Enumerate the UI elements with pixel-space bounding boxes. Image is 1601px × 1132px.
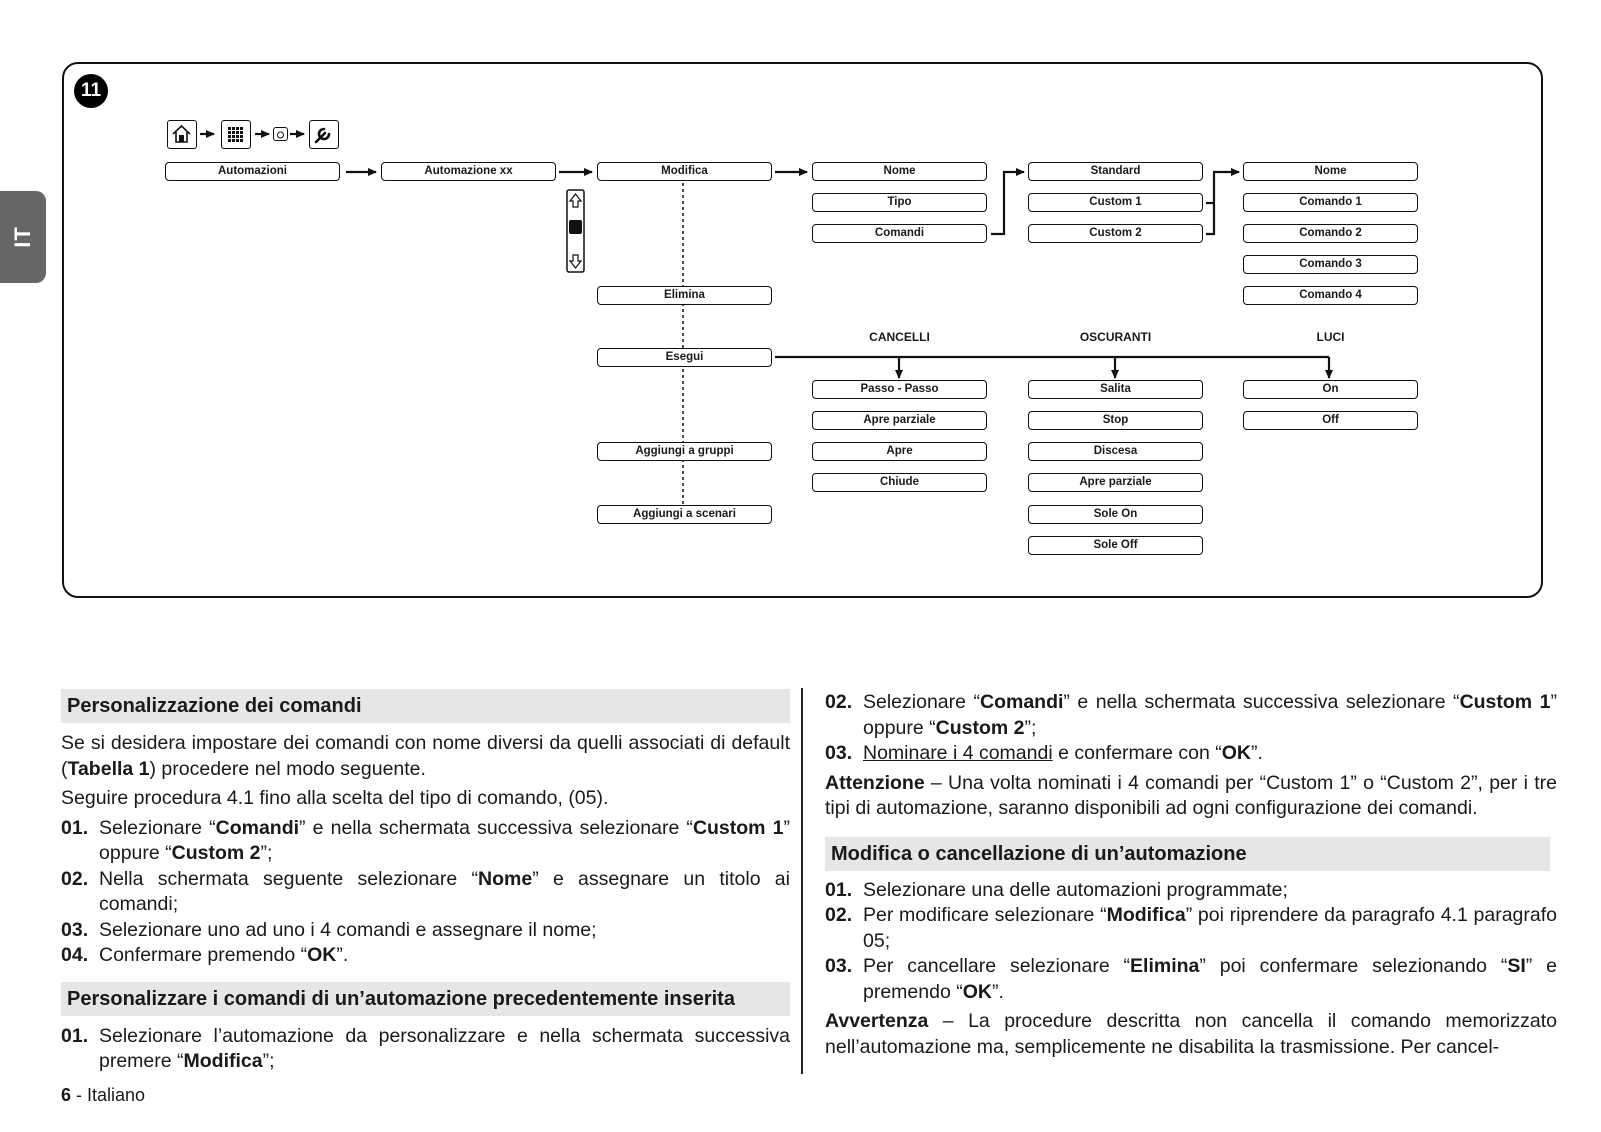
keypad-icon: [221, 120, 251, 149]
box-custom-1: Custom 1: [1028, 193, 1203, 212]
box-stop: Stop: [1028, 411, 1203, 430]
box-comando-4: Comando 4: [1243, 286, 1418, 305]
section-heading-personalizzare: Personalizzare i comandi di un’automazione precedentemente inserita: [61, 982, 790, 1016]
box-passo-passo: Passo - Passo: [812, 380, 987, 399]
home-icon: [167, 120, 197, 149]
right-column: [825, 690, 1557, 1060]
box-salita: Salita: [1028, 380, 1203, 399]
section-heading-modifica: Modifica o cancellazione di un’automazione: [825, 837, 1550, 871]
box-esegui: Esegui: [597, 348, 772, 367]
list-item: 01. Selezionare una delle automazioni programmate;: [825, 878, 1288, 901]
box-automazioni: Automazioni: [165, 162, 340, 181]
arrow-comandi-types: [991, 172, 1024, 234]
box-sole-on: Sole On: [1028, 505, 1203, 524]
box-discesa: Discesa: [1028, 442, 1203, 461]
box-custom-nome: Nome: [1243, 162, 1418, 181]
small-settings-icon: [273, 127, 288, 141]
language-label: IT: [10, 226, 35, 248]
box-apre: Apre: [812, 442, 987, 461]
wrench-icon: [309, 120, 339, 149]
footer-language: - Italiano: [71, 1085, 146, 1105]
box-comando-3: Comando 3: [1243, 255, 1418, 274]
figure-number: 11: [74, 74, 108, 108]
list-item: 01. Selezionare l’automazione da personalizzare e nella schermata successiva premere “Modifica”;: [61, 1024, 790, 1072]
header-oscuranti: OSCURANTI: [1079, 330, 1152, 344]
attention-note: Attenzione – Una volta nominati i 4 comandi per “Custom 1” o “Custom 2”, per i tre tipi di automazione, saranno disponibili ad ogni configurazione dei comandi.: [825, 771, 1557, 819]
box-aggiungi-gruppi: Aggiungi a gruppi: [597, 442, 772, 461]
box-comando-1: Comando 1: [1243, 193, 1418, 212]
page-footer: [61, 1085, 145, 1106]
box-chiude: Chiude: [812, 473, 987, 492]
box-modifica: Modifica: [597, 162, 772, 181]
box-aggiungi-scenari: Aggiungi a scenari: [597, 505, 772, 524]
box-comando-2: Comando 2: [1243, 224, 1418, 243]
box-comandi: Comandi: [812, 224, 987, 243]
list-item: 03. Nominare i 4 comandi e confermare con “OK”.: [825, 742, 1263, 764]
menu-diagram-figure: [62, 62, 1543, 598]
column-divider: [801, 688, 803, 1074]
intro-paragraph: Se si desidera impostare dei comandi con nome diversi da quelli associati di default (Tabella 1) procedere nel modo seguente.: [61, 732, 790, 780]
box-osc-apre-parziale: Apre parziale: [1028, 473, 1203, 492]
box-custom-2: Custom 2: [1028, 224, 1203, 243]
box-tipo: Tipo: [812, 193, 987, 212]
list-item: 03. Selezionare uno ad uno i 4 comandi e assegnare il nome;: [61, 918, 597, 941]
list-item: 01. Selezionare “Comandi” e nella schermata successiva selezionare “Custom 1” oppure “Custom 2”;: [61, 816, 790, 864]
language-tab: [0, 191, 46, 283]
scroll-thumb: [569, 220, 582, 234]
list-item: 02. Nella schermata seguente selezionare “Nome” e assegnare un titolo ai comandi;: [61, 867, 790, 915]
list-item: 03. Per cancellare selezionare “Elimina” poi confermare selezionando “SI” e premendo “OK”.: [825, 955, 1557, 1003]
left-column: [61, 689, 790, 1075]
section-heading-personalizzazione: Personalizzazione dei comandi: [61, 689, 790, 723]
box-sole-off: Sole Off: [1028, 536, 1203, 555]
box-standard: Standard: [1028, 162, 1203, 181]
box-apre-parziale: Apre parziale: [812, 411, 987, 430]
list-item: 02. Per modificare selezionare “Modifica” poi riprendere da paragrafo 4.1 paragrafo 05;: [825, 904, 1557, 952]
box-nome: Nome: [812, 162, 987, 181]
box-elimina: Elimina: [597, 286, 772, 305]
procedure-paragraph: Seguire procedura 4.1 fino alla scelta del tipo di comando, (05).: [61, 787, 609, 809]
warning-note: Avvertenza – La procedure descritta non cancella il comando memorizzato nell’automazione ma, semplicemente ne disabilita la trasmissione. Per cancel-: [825, 1010, 1557, 1058]
box-automazione-xx: Automazione xx: [381, 162, 556, 181]
scroll-control: [567, 190, 584, 272]
header-cancelli: CANCELLI: [869, 330, 930, 344]
page-number: 6: [61, 1085, 72, 1105]
box-off: Off: [1243, 411, 1418, 430]
list-item: 02. Selezionare “Comandi” e nella schermata successiva selezionare “Custom 1” oppure “Custom 2”;: [825, 691, 1557, 739]
list-item: 04. Confermare premendo “OK”.: [61, 944, 349, 966]
box-on: On: [1243, 380, 1418, 399]
header-luci: LUCI: [1316, 330, 1345, 344]
